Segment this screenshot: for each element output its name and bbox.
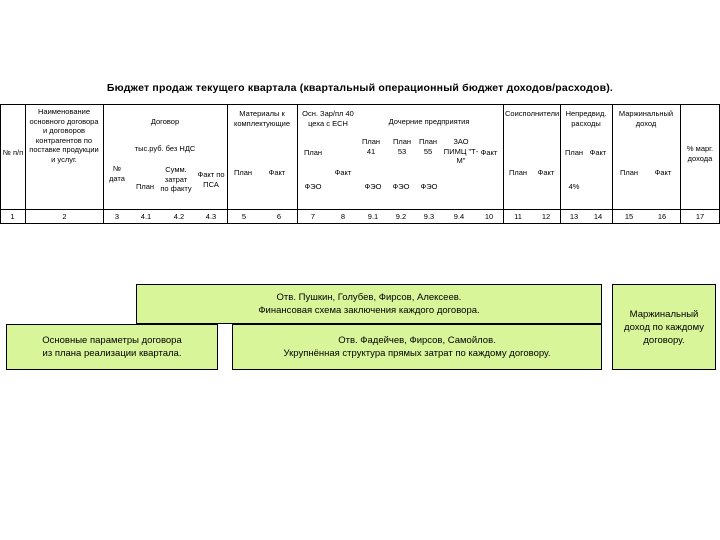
header-pct-marginal: % марг. дохода: [686, 144, 714, 163]
header-materials-plan: План: [233, 168, 253, 177]
column-number: 8: [340, 212, 346, 221]
header-indirect: Непредвид. расходы: [565, 109, 607, 128]
box-line: из плана реализации квартала.: [42, 348, 182, 359]
header-num: № п/п: [2, 148, 24, 157]
header-plan-55: План 55: [418, 137, 438, 156]
header-contract: Договор: [150, 117, 180, 126]
contract-params-box: [6, 324, 218, 370]
column-number: 13: [569, 212, 579, 221]
header-sum-fact: Сумм. затрат по факту: [160, 165, 192, 193]
column-number: 3: [114, 212, 120, 221]
column-number: 6: [276, 212, 282, 221]
column-divider: [503, 104, 504, 224]
header-osn-fact: Факт: [334, 168, 352, 177]
header-osn-plan: План: [303, 148, 323, 157]
column-number: 9.4: [453, 212, 465, 221]
header-pct: 4%: [568, 182, 580, 191]
header-osn-zp: Осн. Зар/пл 40 цеха с ЕСН: [302, 109, 354, 128]
header-feo-55: ФЭО: [420, 182, 438, 191]
box-line: Финансовая схема заключения каждого договора.: [258, 305, 480, 316]
header-feo-41: ФЭО: [364, 182, 382, 191]
box-line: Основные параметры договора: [42, 335, 182, 346]
header-co-plan: План: [508, 168, 528, 177]
header-plan-41: План 41: [361, 137, 381, 156]
header-indirect-plan: План: [564, 148, 584, 157]
header-feo-53: ФЭО: [392, 182, 410, 191]
column-number: 16: [657, 212, 667, 221]
column-number: 9.1: [367, 212, 379, 221]
header-marginal-plan: План: [619, 168, 639, 177]
column-number: 9.2: [395, 212, 407, 221]
header-subsidiaries: Дочерние предприятия: [388, 117, 470, 126]
responsibility-box-financial: [136, 284, 602, 324]
column-number: 17: [695, 212, 705, 221]
marginal-income-box: [612, 284, 716, 370]
column-number: 14: [593, 212, 603, 221]
column-number: 5: [241, 212, 247, 221]
column-number: 9.3: [423, 212, 435, 221]
box-line: Отв. Фадейчев, Фирсов, Самойлов.: [338, 335, 496, 346]
header-co-fact: Факт: [537, 168, 555, 177]
box-line: Укрупнённая структура прямых затрат по каждому договору.: [283, 348, 551, 359]
column-number: 15: [624, 212, 634, 221]
box-line: Отв. Пушкин, Голубев, Фирсов, Алексеев.: [276, 292, 462, 303]
header-fact-psa: Факт по ПСА: [197, 170, 225, 189]
header-indirect-fact: Факт: [589, 148, 607, 157]
column-number: 4.2: [173, 212, 185, 221]
column-divider: [25, 104, 26, 224]
table-border-left: [0, 104, 1, 224]
column-number: 1: [10, 212, 15, 221]
header-osn-feo: ФЭО: [304, 182, 322, 191]
budget-table: [0, 104, 720, 224]
header-co-executors: Соисполнители: [505, 109, 560, 118]
header-marginal-fact: Факт: [654, 168, 672, 177]
column-number: 7: [310, 212, 316, 221]
header-plan-53: План 53: [392, 137, 412, 156]
column-number: 12: [541, 212, 551, 221]
header-subs-fact: Факт: [480, 148, 498, 157]
column-number: 2: [62, 212, 67, 221]
header-contract-date: № дата: [109, 164, 125, 183]
column-number: 4.1: [140, 212, 152, 221]
column-number: 10: [484, 212, 494, 221]
page-title: Бюджет продаж текущего квартала (квартальный операционный бюджет доходов/расходов).: [106, 82, 614, 94]
header-zao: ЗАО ПИМЦ "Т-М": [443, 137, 479, 165]
header-units: тыс.руб. без НДС: [134, 144, 196, 153]
column-divider: [680, 104, 681, 224]
header-plan: План: [135, 182, 155, 191]
responsibility-box-costs: [232, 324, 602, 370]
header-name: Наименование основного договора и договоров контрагентов по поставке продукции и услуг.: [29, 107, 99, 164]
column-number: 11: [514, 212, 522, 221]
header-marginal: Маржинальный доход: [618, 109, 674, 128]
header-materials: Материалы к комплектующие: [233, 109, 291, 128]
header-materials-fact: Факт: [268, 168, 286, 177]
column-number: 4.3: [205, 212, 217, 221]
box-text: Маржинальный доход по каждому договору.: [624, 308, 704, 346]
